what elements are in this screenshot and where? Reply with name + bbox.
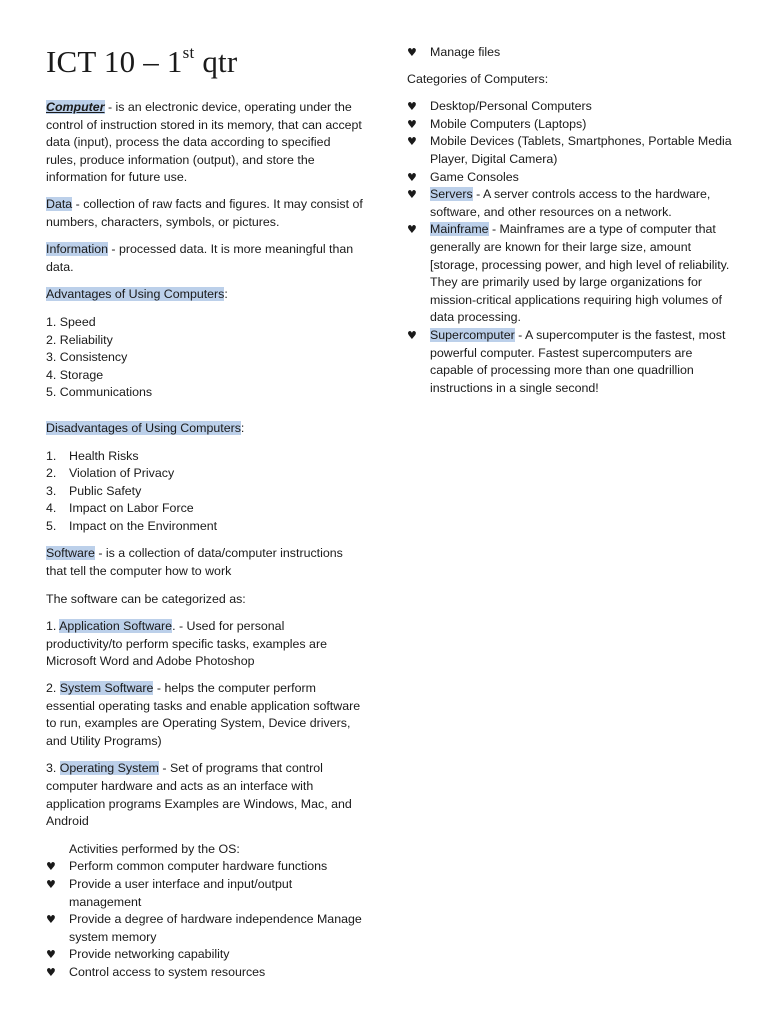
information-definition: Information - processed data. It is more meaningful than data. [46,242,354,274]
software-type-application: 1. Application Software. - Used for personal productivity/to perform specific tasks, examples are Microsoft Word and Adobe Photoshop [46,619,327,669]
os-activities-list-continued [407,44,732,62]
heart-bullet-icon: ♥ [407,223,417,237]
list-item: ♥ Provide networking capability [46,946,364,964]
term-mainframe: Mainframe [430,222,489,237]
list-item: ♥ Mobile Computers (Laptops) [407,116,732,134]
advantages-list [46,314,364,402]
right-column [407,0,732,397]
heart-bullet-icon: ♥ [46,860,56,874]
advantages-heading: Advantages of Using Computers: [46,287,228,302]
list-item: 1. Health Risks [46,448,139,463]
heart-bullet-icon: ♥ [407,117,417,131]
software-type-operating-system: 3. Operating System - Set of programs that control computer hardware and acts as an interface with application programs Examples are Windows, Mac, and Android [46,761,352,829]
list-item: ♥ Game Consoles [407,169,732,187]
list-item: ♥ Servers - A server controls access to the hardware, software, and other resources on a network. [407,187,711,219]
software-definition: Software - is a collection of data/computer instructions that tell the computer how to work [46,546,343,579]
heart-bullet-icon: ♥ [407,100,417,114]
list-item: 5. Impact on the Environment [46,518,218,533]
disadvantages-list [46,448,364,536]
heart-bullet-icon: ♥ [46,877,56,891]
term-software: Software [46,546,95,561]
heart-bullet-icon: ♥ [46,948,56,962]
list-item: ♥ Mainframe - Mainframes are a type of computer that generally are known for their large size, amount [storage, processing power, and high level of reliability. They are primarily used by large organizations for mission-critical applications requiring high volumes of data processing. [407,222,730,325]
heart-bullet-icon: ♥ [407,46,417,59]
list-item: ♥ Desktop/Personal Computers [407,98,732,116]
list-item: 4. Impact on Labor Force [46,501,194,516]
left-column [46,0,364,982]
term-supercomputer: Supercomputer [430,327,515,342]
disadvantages-heading: Disadvantages of Using Computers: [46,420,245,435]
data-definition: Data - collection of raw facts and figures. It may consist of numbers, characters, symbols, or pictures. [46,196,363,229]
list-item: ♥ Supercomputer - A supercomputer is the fastest, most powerful computer. Fastest supercomputers are capable of processing more than one quadrillion instructions in a single second! [407,327,726,395]
heart-bullet-icon: ♥ [46,913,56,927]
list-item: ♥ Manage files [407,44,732,62]
heart-bullet-icon: ♥ [407,328,417,342]
software-type-system: 2. System Software - helps the computer perform essential operating tasks and enable application software to run, examples are Operating System, Device drivers, and Utility Programs) [46,681,361,748]
list-item: 4. Storage [46,367,104,382]
list-item: 2. Violation of Privacy [46,466,175,481]
computer-definition: Computer - is an electronic device, operating under the control of instruction stored in its memory, that can accept data (input), process the data according to specified rules, produce information (output), and store the information for future use. [46,100,362,185]
os-activities-list [46,858,364,981]
software-categories-intro: The software can be categorized as: [46,591,246,606]
list-item: ♥ Provide a user interface and input/output management [46,876,293,909]
list-item: 5. Communications [46,385,153,400]
term-data: Data [46,196,73,211]
term-computer: Computer [46,100,105,114]
heart-bullet-icon: ♥ [46,965,56,979]
categories-heading: Categories of Computers: [407,71,549,86]
list-item: 3. Consistency [46,350,128,365]
list-item: 2. Reliability [46,332,113,347]
os-activities-heading: Activities performed by the OS: [69,841,240,856]
categories-list [407,98,732,397]
heart-bullet-icon: ♥ [407,188,417,202]
term-information: Information [46,242,108,257]
heart-bullet-icon: ♥ [407,135,417,149]
list-item: ♥ Mobile Devices (Tablets, Smartphones, Portable Media Player, Digital Camera) [407,134,732,166]
list-item: 1. Speed [46,314,96,329]
list-item: ♥ Perform common computer hardware functions [46,858,364,876]
list-item: ♥ Provide a degree of hardware independence Manage system memory [46,912,362,944]
list-item: ♥ Control access to system resources [46,964,364,982]
heart-bullet-icon: ♥ [407,170,417,184]
page-title: ICT 10 – 1st qtr [46,43,238,79]
term-servers: Servers [430,187,473,202]
list-item: 3. Public Safety [46,483,142,498]
